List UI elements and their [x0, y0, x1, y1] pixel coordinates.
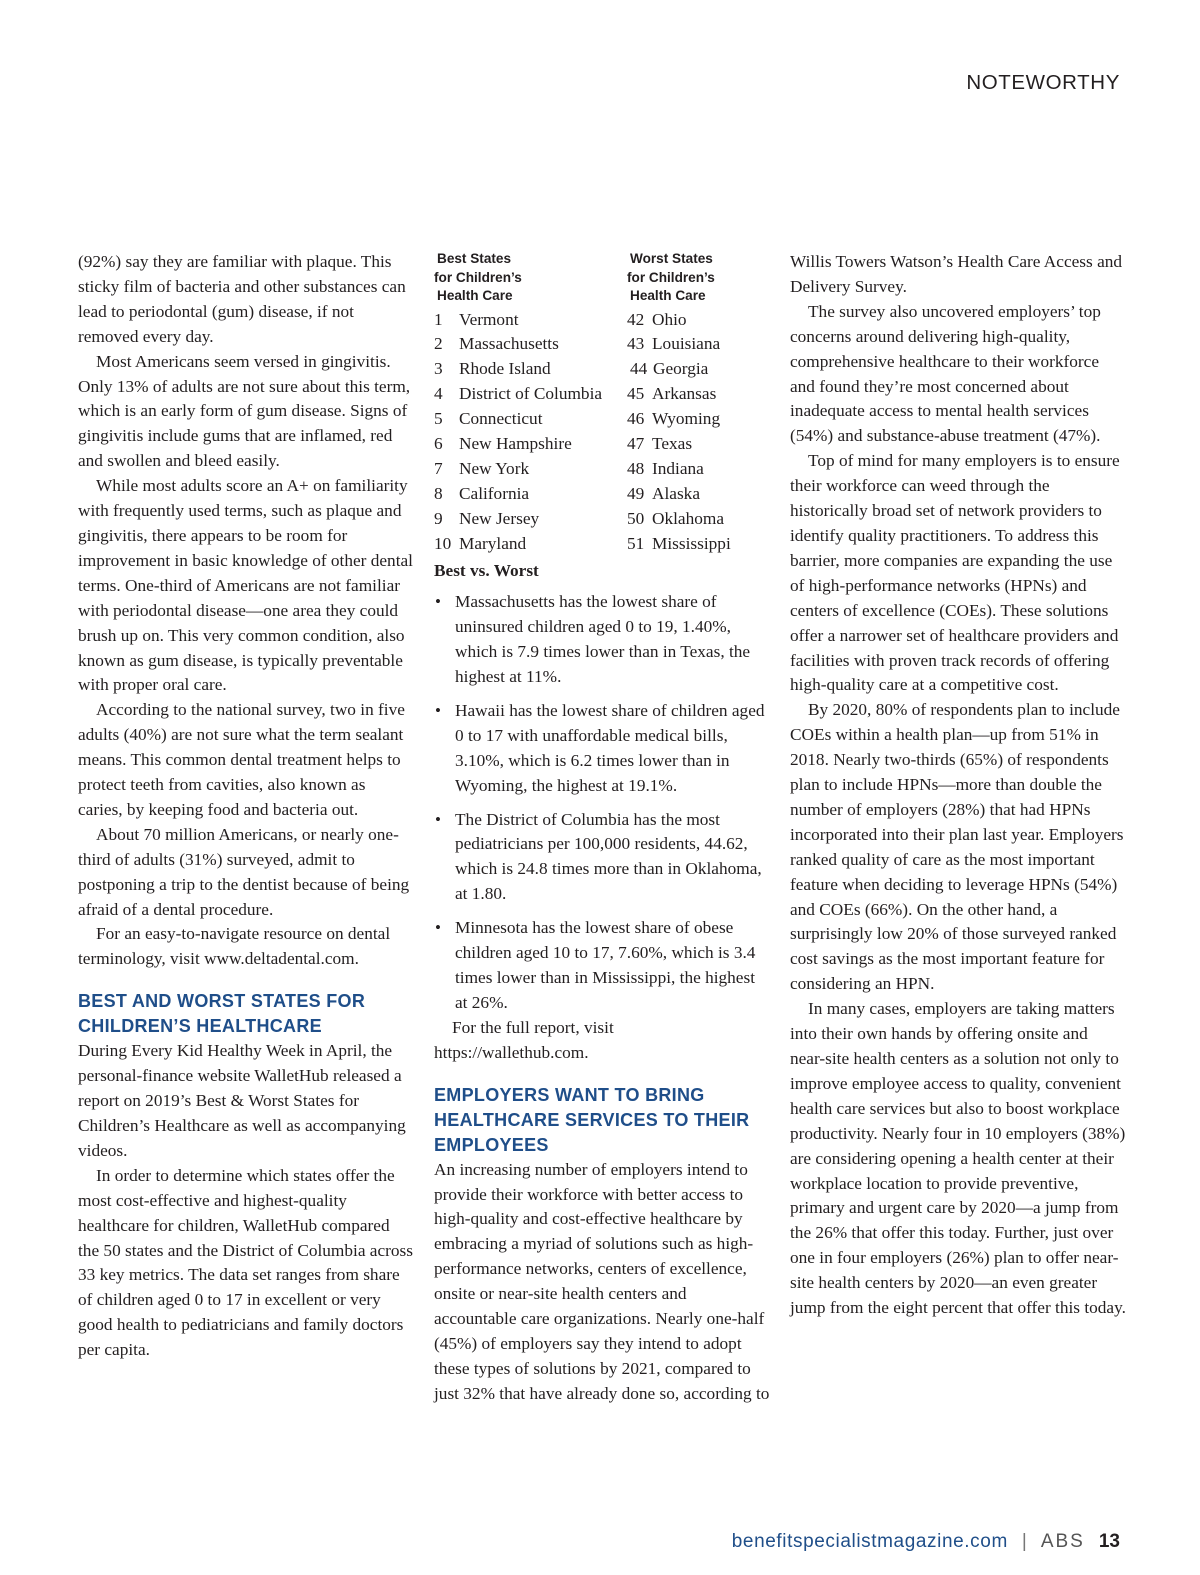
state-name: Oklahoma: [652, 508, 724, 528]
rank-number: 2: [434, 334, 443, 354]
state-name: Indiana: [652, 458, 704, 478]
state-name: Connecticut: [459, 409, 543, 429]
footer-website: benefitspecialistmagazine.com: [731, 1531, 1008, 1552]
rank-number: 8: [434, 483, 443, 503]
column-3: [790, 250, 1126, 1321]
footer-magazine: ABS: [1040, 1531, 1085, 1552]
bullet-item: [434, 590, 770, 690]
best-states-table: [434, 250, 627, 556]
paragraph: In many cases, employers are taking matters into their own hands by offering onsite and near-site health centers as a solution not only to improve employee access to quality, convenient health care services but also to boost workplace productivity. Nearly four in 10 employers (38%) are considering opening a health center at their workplace location to provide preventive, primary and urgent care by 2020—a jump from the 26% that offer this today. Further, just over one in four employers (26%) plan to offer near-site health centers by 2020—an even greater jump from the eight percent that offer this today.: [790, 999, 1126, 1318]
worst-state-row: [627, 407, 770, 432]
bullet-icon: •: [435, 592, 441, 612]
rankings-tables: [434, 250, 770, 556]
best-state-row: [434, 507, 627, 532]
state-name: Louisiana: [652, 334, 721, 354]
page-number: 13: [1098, 1531, 1120, 1552]
rank-number: 47: [627, 433, 645, 453]
best-state-row: [434, 482, 627, 507]
rank-number: 6: [434, 433, 443, 453]
paragraph: An increasing number of employers intend to provide their workforce with better access to high-quality and cost-effective healthcare by embracing a myriad of solutions such as high-performance networks, centers of excellence, onsite or near-site health centers and accountable care organizations. Nearly one-half (45%) of employers say they intend to adopt these types of solutions by 2021, compared to just 32% that have already done so, according to: [434, 1159, 770, 1403]
best-state-row: [434, 332, 627, 357]
worst-state-row: [627, 482, 770, 507]
column-1: [78, 250, 413, 1363]
footer-separator: |: [1021, 1531, 1027, 1552]
paragraph: Willis Towers Watson’s Health Care Access and Delivery Survey.: [790, 252, 1123, 296]
state-name: Ohio: [652, 309, 687, 329]
state-name: Mississippi: [652, 533, 731, 553]
state-name: Maryland: [459, 533, 527, 553]
column-2: [434, 250, 770, 1407]
rank-number: 9: [434, 508, 443, 528]
rank-number: 44: [630, 359, 648, 379]
state-name: Rhode Island: [459, 359, 551, 379]
best-state-row: [434, 382, 627, 407]
page-footer: [732, 1531, 1120, 1553]
rank-number: 48: [627, 458, 645, 478]
worst-state-row: [627, 507, 770, 532]
rank-number: 1: [434, 309, 443, 329]
best-state-row: [434, 308, 627, 333]
state-name: Wyoming: [652, 409, 721, 429]
state-name: Arkansas: [652, 384, 717, 404]
section-heading-employers: EMPLOYERS WANT TO BRING HEALTHCARE SERVICES TO THEIR EMPLOYEES: [434, 1084, 750, 1155]
best-state-row: [434, 432, 627, 457]
state-name: Massachusetts: [459, 334, 559, 354]
paragraph: About 70 million Americans, or nearly one-third of adults (31%) surveyed, admit to postponing a trip to the dentist because of being afraid of a dental procedure.: [78, 824, 410, 919]
rank-number: 50: [627, 508, 645, 528]
state-name: New Jersey: [459, 508, 540, 528]
bullet-icon: •: [435, 809, 441, 829]
rank-number: 4: [434, 384, 443, 404]
bullet-text: Hawaii has the lowest share of children aged 0 to 17 with unaffordable medical bills, 3.10%, which is 6.2 times lower than in Wyoming, the highest at 19.1%.: [455, 700, 765, 795]
paragraph-full-report: For the full report, visit https://wallethub.com.: [434, 1017, 614, 1062]
best-state-row: [434, 357, 627, 382]
state-name: Georgia: [653, 359, 709, 379]
rank-number: 3: [434, 359, 443, 379]
paragraph: The survey also uncovered employers’ top concerns around delivering high-quality, comprehensive healthcare to their workforce and found they’re most concerned about inadequate access to mental health services (54%) and substance-abuse treatment (47%).: [790, 301, 1101, 446]
best-state-row: [434, 407, 627, 432]
rank-number: 7: [434, 458, 443, 478]
worst-states-title: Worst States for Children’s Health Care: [627, 251, 715, 303]
worst-state-row: [627, 332, 770, 357]
paragraph: (92%) say they are familiar with plaque. This sticky film of bacteria and other substances can lead to periodontal (gum) disease, if not removed every day.: [78, 252, 406, 346]
best-states-title: Best States for Children’s Health Care: [434, 251, 522, 303]
worst-state-row: [627, 382, 770, 407]
bullet-text: Massachusetts has the lowest share of uninsured children aged 0 to 19, 1.40%, which is 7.9 times lower than in Texas, the highest at 11%.: [455, 592, 751, 687]
bullet-text: Minnesota has the lowest share of obese children aged 10 to 17, 7.60%, which is 3.4 times lower than in Mississippi, the highest at 26%.: [455, 918, 756, 1012]
bullet-item: [434, 916, 770, 1016]
best-state-row: [434, 532, 627, 557]
bullet-icon: •: [435, 700, 441, 720]
paragraph: Most Americans seem versed in gingivitis. Only 13% of adults are not sure about this term, which is an early form of gum disease. Signs of gingivitis include gums that are inflamed, red and swollen and bleed easily.: [78, 351, 411, 471]
rank-number: 10: [434, 533, 452, 553]
section-label: NOTEWORTHY: [966, 71, 1120, 94]
rank-number: 43: [627, 334, 645, 354]
state-name: Vermont: [459, 309, 519, 329]
best-state-row: [434, 457, 627, 482]
rank-number: 5: [434, 409, 443, 429]
state-name: District of Columbia: [459, 384, 603, 404]
bullet-text: The District of Columbia has the most pediatricians per 100,000 residents, 44.62, which is 24.8 times more than in Oklahoma, at 1.80.: [455, 809, 762, 904]
state-name: California: [459, 483, 530, 503]
worst-states-table: [627, 250, 770, 556]
paragraph: By 2020, 80% of respondents plan to include COEs within a health plan—up from 51% in 2018. Nearly two-thirds (65%) of respondents plan to include HPNs—more than double the number of employers (28%) that had HPNs incorporated into their plan last year. Employers ranked quality of care as the most important feature when deciding to leverage HPNs (54%) and COEs (66%). On the other hand, a surprisingly low 20% of those surveyed ranked cost savings as the most important feature for considering an HPN.: [790, 700, 1124, 994]
bullet-item: [434, 808, 770, 908]
rank-number: 45: [627, 384, 645, 404]
worst-state-row: [627, 532, 770, 557]
rank-number: 51: [627, 533, 645, 553]
state-name: New York: [459, 458, 530, 478]
best-vs-worst-subhead: Best vs. Worst: [434, 561, 539, 581]
paragraph: In order to determine which states offer the most cost-effective and highest-quality healthcare for children, WalletHub compared the 50 states and the District of Columbia across 33 key metrics. The data set ranges from share of children aged 0 to 17 in excellent or very good health to pediatricians and family doctors per capita.: [78, 1165, 413, 1360]
worst-state-row: [627, 432, 770, 457]
worst-state-row: [627, 457, 770, 482]
bullet-icon: •: [435, 918, 441, 938]
worst-state-row: [627, 308, 770, 333]
paragraph: For an easy-to-navigate resource on dental terminology, visit www.deltadental.com.: [78, 924, 391, 969]
paragraph: During Every Kid Healthy Week in April, the personal-finance website WalletHub released a report on 2019’s Best & Worst States for Children’s Healthcare as well as accompanying videos.: [78, 1041, 406, 1160]
paragraph: Top of mind for many employers is to ensure their workforce can weed through the historically broad set of network providers to identify quality practitioners. To address this barrier, more companies are expanding the use of high-performance networks (HPNs) and centers of excellence (COEs). These solutions offer a narrower set of healthcare providers and facilities with proven track records of offering high-quality care at a competitive cost.: [790, 451, 1120, 695]
state-name: Alaska: [652, 483, 700, 503]
state-name: New Hampshire: [459, 433, 572, 453]
bullet-item: [434, 699, 770, 799]
state-name: Texas: [652, 433, 693, 453]
section-heading-best-worst: BEST AND WORST STATES FOR CHILDREN’S HEALTHCARE: [78, 991, 366, 1037]
rank-number: 46: [627, 409, 645, 429]
worst-state-row: [627, 357, 770, 382]
paragraph: While most adults score an A+ on familiarity with frequently used terms, such as plaque and gingivitis, there appears to be room for improvement in basic knowledge of other dental terms. One-third of Americans are not familiar with periodontal disease—one area they could brush up on. This very common condition, also known as gum disease, is typically preventable with proper oral care.: [78, 476, 413, 695]
rank-number: 42: [627, 309, 645, 329]
best-vs-worst-list: [434, 590, 770, 1016]
paragraph: According to the national survey, two in five adults (40%) are not sure what the term sealant means. This common dental treatment helps to protect teeth from cavities, also known as caries, by keeping food and bacteria out.: [78, 700, 405, 819]
rank-number: 49: [627, 483, 645, 503]
